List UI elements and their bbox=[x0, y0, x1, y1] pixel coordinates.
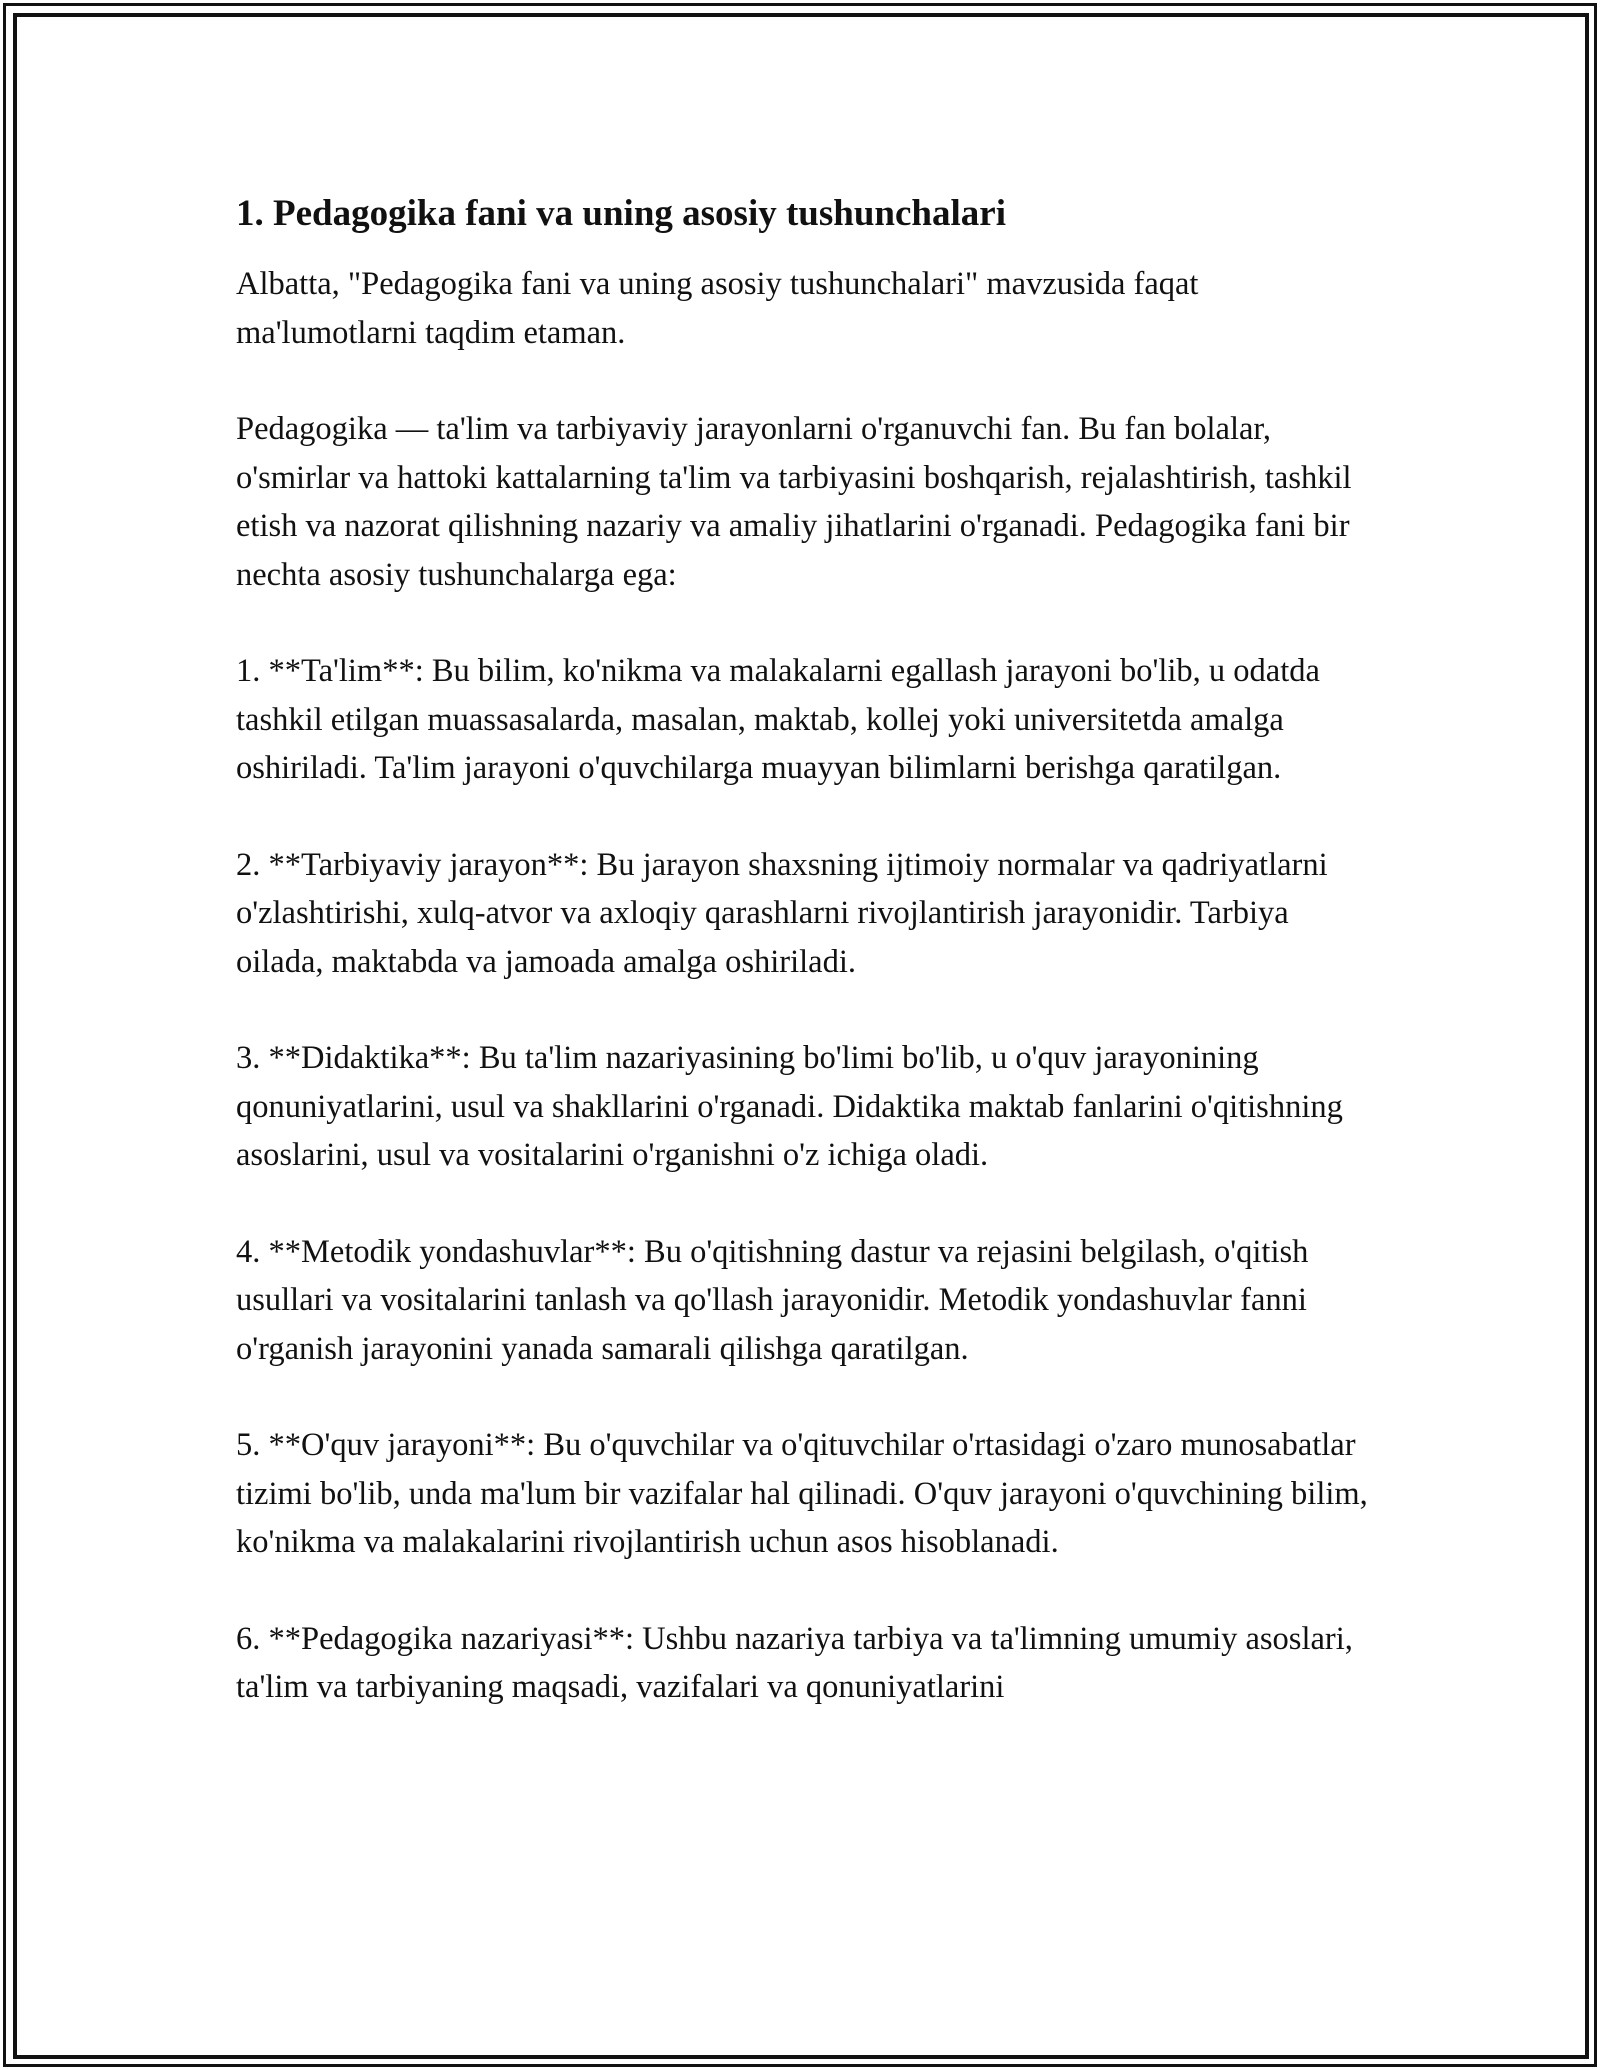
definition-paragraph: Pedagogika — ta'lim va tarbiyaviy jarayonlarni o'rganuvchi fan. Bu fan bolalar, o'smirlar va hattoki kattalarning ta'lim va tarbiyasini boshqarish, rejalashtirish, tashkil etish va nazorat qilishning nazariy va amaliy jihatlarini o'rganadi. Pedagogika fani bir nechta asosiy tushunchalarga ega: bbox=[236, 411, 1352, 593]
list-item-didaktika: 3. **Didaktika**: Bu ta'lim nazariyasining bo'limi bo'lib, u o'quv jarayonining qonuniyatlarini, usul va shakllarini o'rganadi. Didaktika maktab fanlarini o'qitishning asoslarini, usul va vositalarini o'rganishni o'z ichiga oladi. bbox=[236, 1040, 1343, 1173]
list-item-pedagogika-nazariyasi: 6. **Pedagogika nazariyasi**: Ushbu nazariya tarbiya va ta'limning umumiy asoslari, ta'lim va tarbiyaning maqsadi, vazifalari va qonuniyatlarini bbox=[236, 1620, 1353, 1705]
page-title: 1. Pedagogika fani va uning asosiy tushunchalari bbox=[236, 193, 1006, 234]
list-item-metodik-yondashuvlar: 4. **Metodik yondashuvlar**: Bu o'qitishning dastur va rejasini belgilash, o'qitish usullari va vositalarini tanlash va qo'llash jarayonidir. Metodik yondashuvlar fanni o'rganish jarayonini yanada samarali qilishga qaratilgan. bbox=[236, 1233, 1309, 1367]
list-item-oquv-jarayoni: 5. **O'quv jarayoni**: Bu o'quvchilar va o'qituvchilar o'rtasidagi o'zaro munosabatlar tizimi bo'lib, unda ma'lum bir vazifalar hal qilinadi. O'quv jarayoni o'quvchining bilim, ko'nikma va malakalarini rivojlantirish uchun asos hisoblanadi. bbox=[236, 1427, 1368, 1560]
list-item-tarbiyaviy-jarayon: 2. **Tarbiyaviy jarayon**: Bu jarayon shaxsning ijtimoiy normalar va qadriyatlarni o'zlashtirishi, xulq-atvor va axloqiy qarashlarni rivojlantirish jarayonidir. Tarbiya oilada, maktabda va jamoada amalga oshiriladi. bbox=[236, 846, 1328, 980]
list-item-talim: 1. **Ta'lim**: Bu bilim, ko'nikma va malakalarni egallash jarayoni bo'lib, u odatda tashkil etilgan muassasalarda, masalan, maktab, kollej yoki universitetda amalga oshiriladi. Ta'lim jarayoni o'quvchilarga muayyan bilimlarni berishga qaratilgan. bbox=[236, 653, 1320, 786]
intro-paragraph: Albatta, "Pedagogika fani va uning asosiy tushunchalari" mavzusida faqat ma'lumotlarni taqdim etaman. bbox=[236, 266, 1199, 351]
document-body bbox=[236, 186, 1376, 1712]
